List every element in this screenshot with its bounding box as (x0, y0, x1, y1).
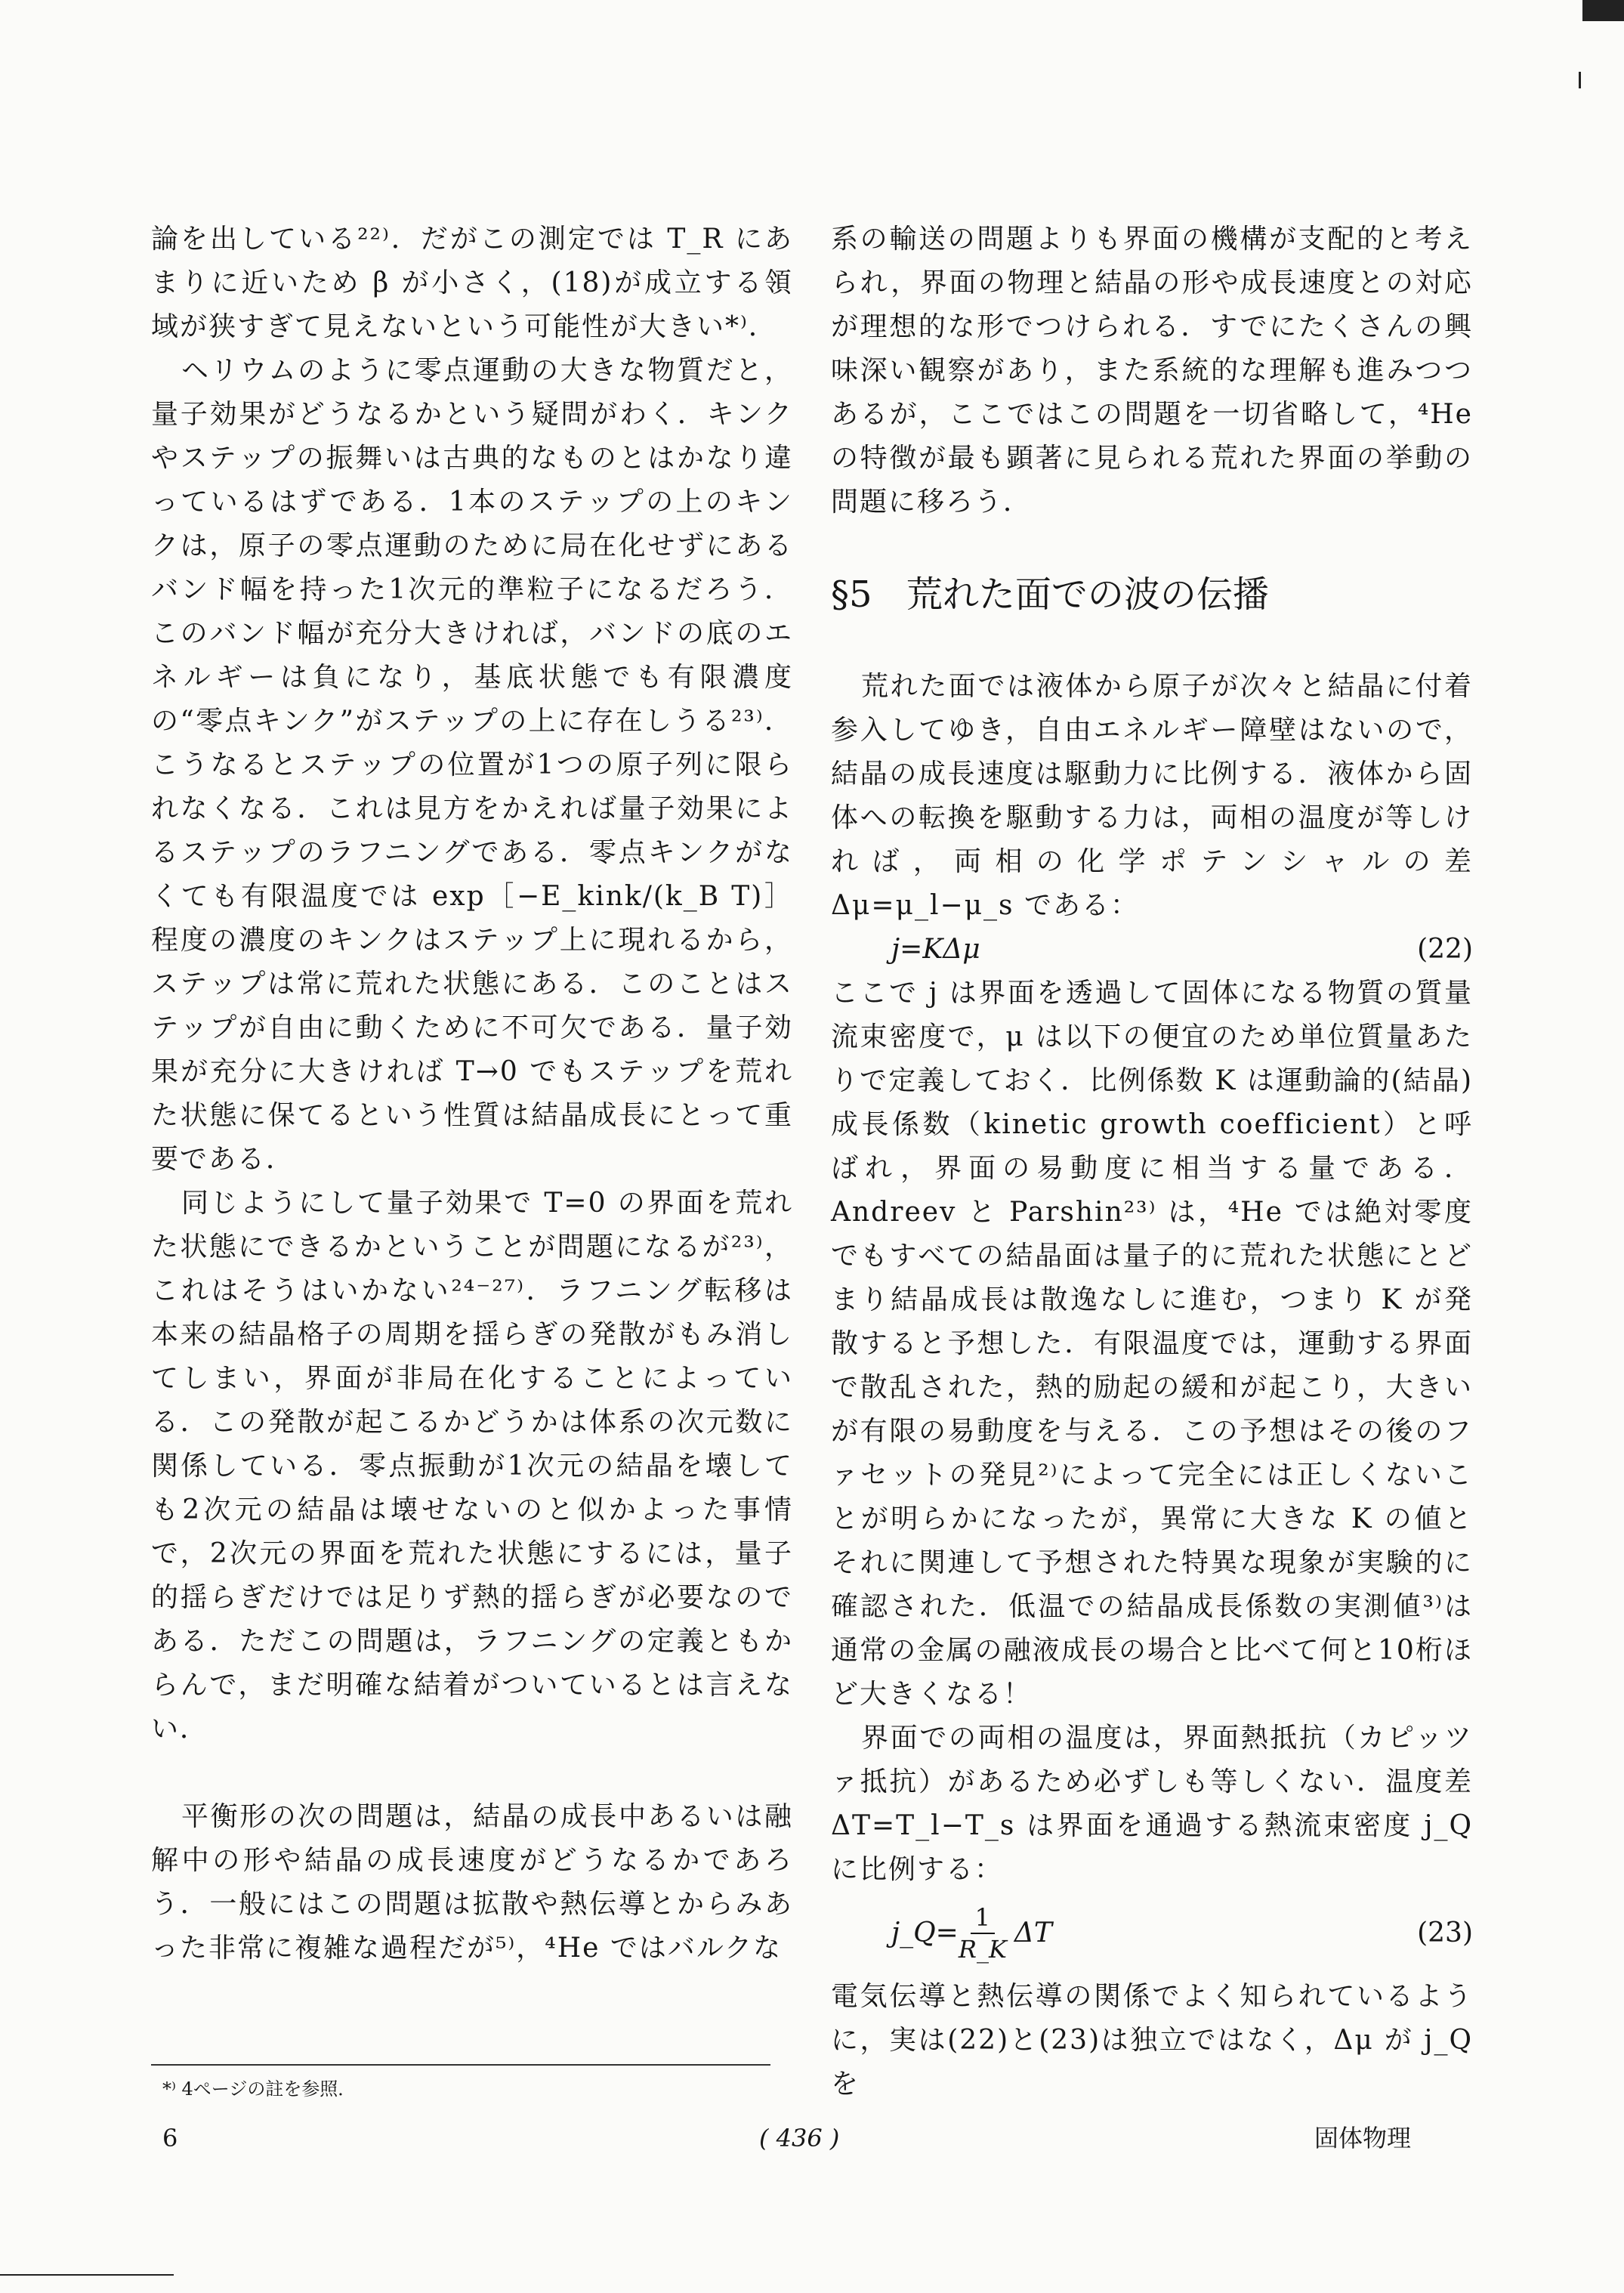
equation-23-numerator: 1 (971, 1902, 995, 1934)
equation-23 (831, 1892, 1473, 1975)
center-page-number: ( 436 ) (759, 2124, 840, 2152)
scan-speck (1579, 72, 1581, 88)
section-number: §5 (831, 573, 872, 616)
equation-23-lhs: j_Q= (891, 1918, 959, 1948)
right-paragraph-5: 電気伝導と熱伝導の関係でよく知られているように，実は(22)と(23)は独立ではなく，Δμ が j_Q を (831, 1981, 1473, 2100)
right-paragraph-4: 界面での両相の温度は，界面熱抵抗（カピッツァ抵抗）があるため必ずしも等しくない．温度差 ΔT=T_l−T_s は界面を通過する熱流束密度 j_Q に比例する： (831, 1723, 1473, 1885)
page-number: 6 (162, 2124, 178, 2152)
equation-22 (831, 928, 1473, 972)
section-title: 荒れた面での波の伝播 (906, 573, 1269, 616)
section-heading (831, 568, 1473, 621)
left-paragraph-3: 同じようにして量子効果で T=0 の界面を荒れた状態にできるかということが問題になるが²³⁾，これはそうはいかない²⁴⁻²⁷⁾．ラフニング転移は本来の結晶格子の周期を揺らぎの発散がもみ消してしまい，界面が非局在化することによっている．この発散が起こるかどうかは体系の次元数に関係している．零点振動が1次元の結晶を壊しても2次元の結晶は壊せないのと似かよった事情で，2次元の界面を荒れた状態にするには，量子的揺らぎだけでは足りず熱的揺らぎが必要なのである．ただこの問題は，ラフニングの定義ともからんで，まだ明確な結着がついているとは言えない． (151, 1188, 793, 1744)
journal-name: 固体物理 (1314, 2124, 1412, 2152)
equation-23-fraction (959, 1902, 1007, 1964)
left-paragraph-2: ヘリウムのように零点運動の大きな物質だと，量子効果がどうなるかという疑問がわく．キンクやステップの振舞いは古典的なものとはかなり違っているはずである．1本のステップの上のキンクは，原子の零点運動のために局在化せずにあるバンド幅を持った1次元的準粒子になるだろう．このバンド幅が充分大きければ，バンドの底のエネルギーは負になり，基底状態でも有限濃度の“零点キンク”がステップの上に存在しうる²³⁾．こうなるとステップの位置が1つの原子列に限られなくなる．これは見方をかえれば量子効果によるステップのラフニングである．零点キンクがなくても有限温度では exp［−E_kink/(k_B T)］程度の濃度のキンクはステップ上に現れるから，ステップは常に荒れた状態にある．このことはステップが自由に動くために不可欠である．量子効果が充分に大きければ T→0 でもステップを荒れた状態に保てるという性質は結晶成長にとって重要である． (151, 355, 793, 1175)
equation-23-body (891, 1892, 1052, 1975)
equation-22-label: (22) (1417, 934, 1473, 965)
paragraph-gap (151, 1751, 793, 1795)
equation-22-body: j=KΔμ (891, 934, 980, 965)
equation-23-label: (23) (1417, 1918, 1473, 1948)
left-paragraph-1: 論を出している²²⁾．だがこの測定では T_R にあまりに近いため β が小さく，(18)が成立する領域が狭すぎて見えないという可能性が大きい*⁾． (151, 224, 793, 342)
scan-edge-mark (1582, 0, 1624, 21)
left-paragraph-4: 平衡形の次の問題は，結晶の成長中あるいは融解中の形や結晶の成長速度がどうなるかであろう．一般にはこの問題は拡散や熱伝導とからみあった非常に複雑な過程だが⁵⁾，⁴He ではバルクな (151, 1801, 793, 1964)
right-column (831, 218, 1473, 2106)
equation-23-rhs: ΔT (1014, 1918, 1052, 1948)
right-paragraph-2: 荒れた面では液体から原子が次々と結晶に付着参入してゆき，自由エネルギー障壁はないので，結晶の成長速度は駆動力に比例する．液体から固体への転換を駆動する力は，両相の温度が等しければ，両相の化学ポテンシャルの差 Δμ=μ_l−μ_s である： (831, 671, 1473, 921)
left-column (151, 218, 793, 1970)
footnote: *⁾ 4ページの註を参照． (162, 2078, 357, 2100)
right-paragraph-3: ここで j は界面を透過して固体になる物質の質量流束密度で，μ は以下の便宜のため単位質量あたりで定義しておく．比例係数 K は運動論的(結晶)成長係数（kinetic growth coefficient）と呼ばれ，界面の易動度に相当する量である．Andreev と Parshin²³⁾ は，⁴He では絶対零度でもすべての結晶面は量子的に荒れた状態にとどまり結晶成長は散逸なしに進む，つまり K が発散すると予想した．有限温度では，運動する界面で散乱された，熱的励起の緩和が起こり，大きいが有限の易動度を与える．この予想はその後のファセットの発見²⁾によって完全には正しくないことが明らかになったが，異常に大きな K の値とそれに関連して予想された特異な現象が実験的に確認された．低温での結晶成長係数の実測値³⁾は通常の金属の融液成長の場合と比べて何と10桁ほど大きくなる！ (831, 978, 1473, 1710)
scan-edge-line (0, 2274, 174, 2276)
footnote-rule (151, 2064, 770, 2066)
equation-23-denominator: R_K (958, 1935, 1007, 1964)
right-paragraph-1: 系の輸送の問題よりも界面の機構が支配的と考えられ，界面の物理と結晶の形や成長速度との対応が理想的な形でつけられる．すでにたくさんの興味深い観察があり，また系統的な理解も進みつつあるが，ここではこの問題を一切省略して，⁴He の特徴が最も顕著に見られる荒れた界面の挙動の問題に移ろう． (831, 224, 1473, 518)
